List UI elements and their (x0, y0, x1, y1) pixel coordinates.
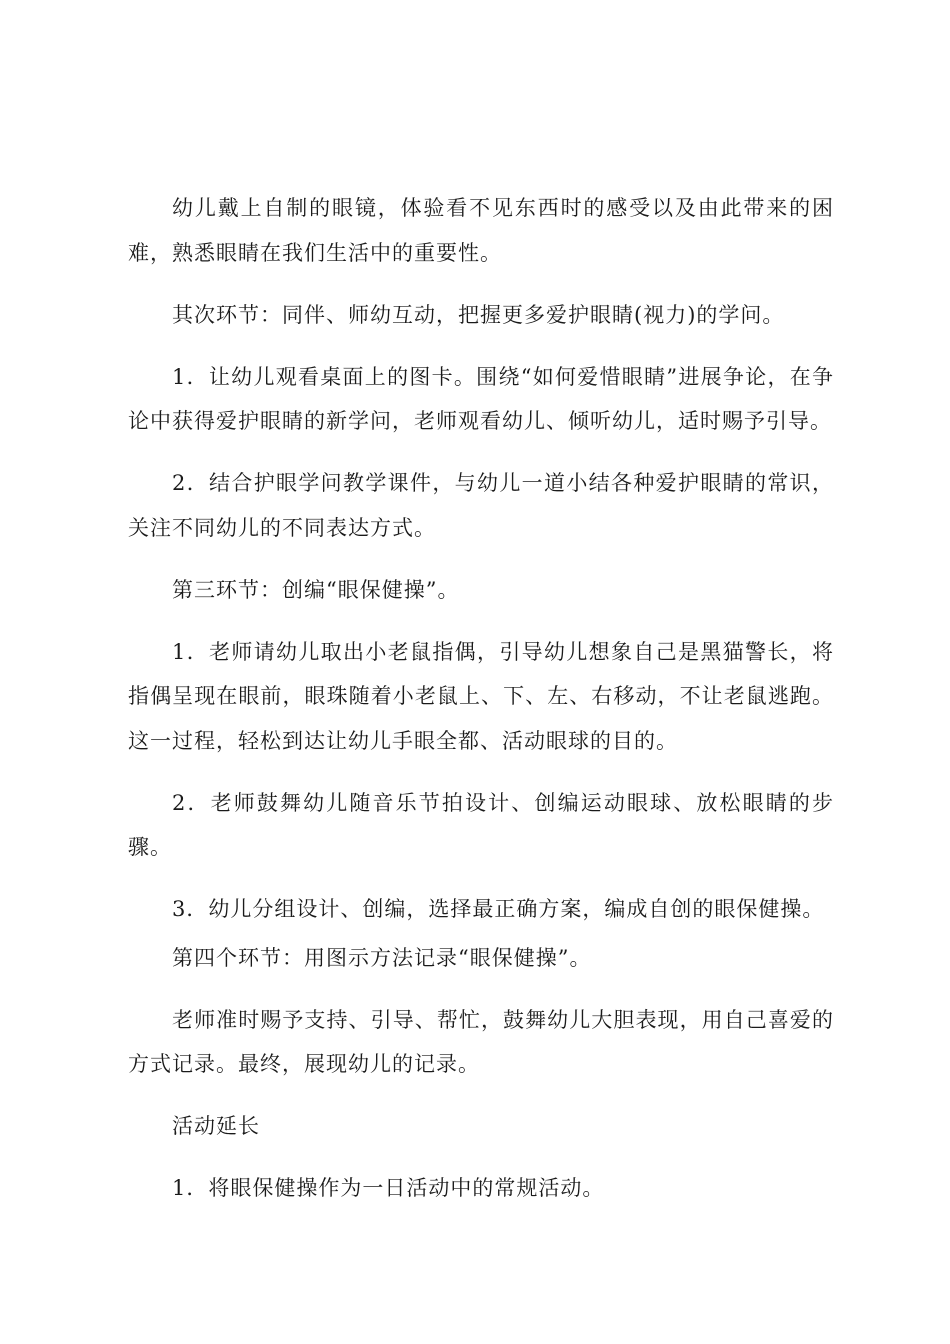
paragraph-extension-1: 1．将眼保健操作为一日活动中的常规活动。 (172, 1176, 605, 1200)
paragraph-intro: 幼儿戴上自制的眼镜，体验看不见东西时的感受以及由此带来的困难，熟悉眼睛在我们生活中的重要性。 (128, 196, 834, 265)
paragraph-2-1: 1．让幼儿观看桌面上的图卡。围绕“如何爱惜眼睛”进展争论，在争论中获得爱护眼睛的新学问，老师观看幼儿、倾听幼儿，适时赐予引导。 (128, 364, 834, 433)
paragraph-3-3: 3．幼儿分组设计、创编，选择最正确方案，编成自创的眼保健操。 (172, 897, 825, 921)
section-heading-3: 第三环节：创编“眼保健操”。 (172, 577, 460, 602)
section-heading-4: 第四个环节：用图示方法记录“眼保健操”。 (172, 945, 592, 970)
paragraph-4: 老师准时赐予支持、引导、帮忙，鼓舞幼儿大胆表现，用自己喜爱的方式记录。最终，展现幼儿的记录。 (128, 1007, 834, 1076)
document-body (128, 186, 834, 1228)
paragraph-2-2: 2．结合护眼学问教学课件，与幼儿一道小结各种爱护眼睛的常识，关注不同幼儿的不同表达方式。 (128, 471, 834, 540)
section-heading-extension: 活动延长 (172, 1114, 260, 1138)
paragraph-3-1: 1．老师请幼儿取出小老鼠指偶，引导幼儿想象自己是黑猫警长，将指偶呈现在眼前，眼珠随着小老鼠上、下、左、右移动，不让老鼠逃跑。这一过程，轻松到达让幼儿手眼全都、活动眼球的目的。 (128, 639, 834, 753)
section-heading-2: 其次环节：同伴、师幼互动，把握更多爱护眼睛(视力)的学问。 (172, 302, 785, 327)
paragraph-3-2: 2．老师鼓舞幼儿随音乐节拍设计、创编运动眼球、放松眼睛的步骤。 (128, 790, 834, 859)
